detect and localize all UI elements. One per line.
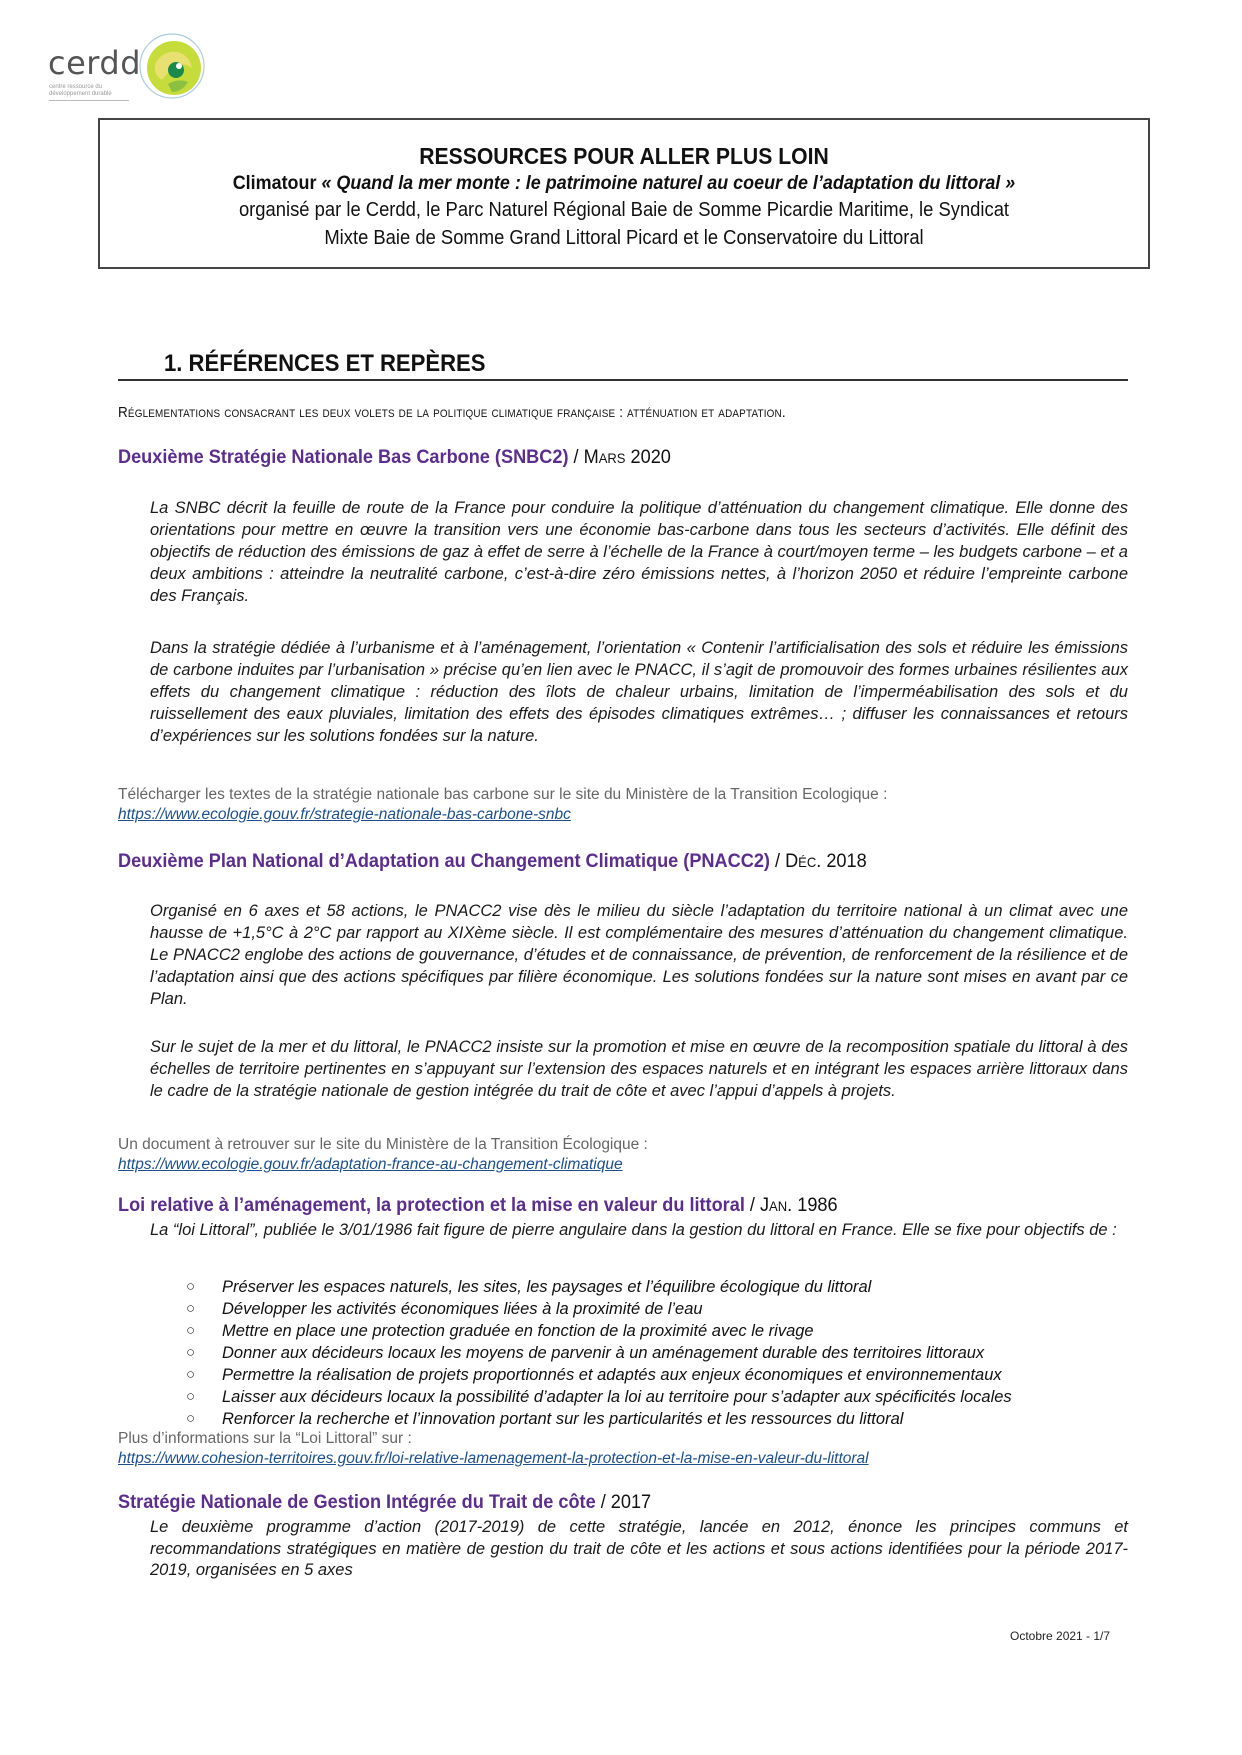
- snbc-date-month: Mars: [583, 446, 626, 468]
- logo-wordmark: cerdd: [48, 44, 141, 82]
- loi-littoral-link-note: [118, 1429, 1128, 1469]
- loi-littoral-paragraph: La “loi Littoral”, publiée le 3/01/1986 fait figure de pierre angulaire dans la gestion du littoral en France. Elle se fixe pour objectifs de :: [150, 1221, 1117, 1239]
- bullet-icon: ○: [186, 1366, 196, 1383]
- title-box: [98, 118, 1150, 269]
- pnacc-date-year: 2018: [821, 850, 867, 872]
- list-item: ○ Permettre la réalisation de projets proportionnés et adaptés aux enjeux économiques et environnementaux: [186, 1366, 1002, 1384]
- pnacc-link-text: Un document à retrouver sur le site du Ministère de la Transition Écologique :: [118, 1136, 648, 1153]
- logo-underline: [49, 100, 129, 101]
- loi-littoral-objectives: [150, 1276, 1130, 1430]
- loi-littoral-title: Loi relative à l’aménagement, la protection et la mise en valeur du littoral: [118, 1194, 745, 1216]
- pnacc-paragraph-1: Organisé en 6 axes et 58 actions, le PNACC2 vise dès le milieu du siècle l’adaptation du territoire national à un climat avec une hausse de +1,5°C à 2°C par rapport au XIXème siècle. Il est complémentaire des mesures d’atténuation du changement climatique. Le PNACC2 englobe des actions de gouvernance, d’études et de connaissance, de prévention, de renforcement de la résilience et de l’adaptation ainsi que des actions spécifiques par filière économique. Les solutions fondées sur la nature sont mises en avant par ce Plan.: [150, 902, 1128, 1008]
- section-intro: Réglementations consacrant les deux volets de la politique climatique française : atténuation et adaptation.: [118, 404, 786, 421]
- logo-subtitle: centre ressource du développement durable: [49, 84, 112, 97]
- loi-littoral-link-text: Plus d’informations sur la “Loi Littoral” sur :: [118, 1430, 412, 1447]
- pnacc-heading: Deuxième Plan National d’Adaptation au Changement Climatique (PNACC2) / Déc. 2018: [118, 850, 867, 872]
- sngitc-title: Stratégie Nationale de Gestion Intégrée du Trait de côte: [118, 1491, 596, 1513]
- list-item: ○ Préserver les espaces naturels, les sites, les paysages et l’équilibre écologique du littoral: [186, 1278, 872, 1296]
- sngitc-heading: Stratégie Nationale de Gestion Intégrée du Trait de côte / 2017: [118, 1491, 652, 1513]
- snbc-link-text: Télécharger les textes de la stratégie nationale bas carbone sur le site du Ministère de la Transition Ecologique :: [118, 786, 888, 803]
- page-footer: Octobre 2021 - 1/7: [1010, 1629, 1111, 1643]
- loi-littoral-heading: Loi relative à l’aménagement, la protection et la mise en valeur du littoral / Jan. 1986: [118, 1194, 838, 1216]
- list-item: ○ Donner aux décideurs locaux les moyens de parvenir à un aménagement durable des territoires littoraux: [186, 1344, 985, 1362]
- snbc-heading: Deuxième Stratégie Nationale Bas Carbone (SNBC2) / Mars 2020: [118, 446, 671, 468]
- section-heading: 1. RÉFÉRENCES ET REPÈRES: [164, 350, 486, 377]
- list-item: ○ Renforcer la recherche et l’innovation portant sur les particularités et les ressources du littoral: [186, 1410, 904, 1428]
- globe-icon: [138, 32, 206, 100]
- bullet-icon: ○: [186, 1344, 196, 1361]
- organizers-line-1: organisé par le Cerdd, le Parc Naturel Régional Baie de Somme Picardie Maritime, le Syndicat: [238, 199, 1010, 221]
- pnacc-paragraph-2: Sur le sujet de la mer et du littoral, le PNACC2 insiste sur la promotion et mise en œuvre de la recomposition spatiale du littoral à des échelles de territoire pertinentes en s’appuyant sur l’extension des espaces naturels et en intégrant les espaces arrière littoraux dans le cadre de la stratégie nationale de gestion intégrée du trait de côte et avec l’appui d’appels à projets.: [150, 1038, 1128, 1100]
- snbc-paragraph-2: Dans la stratégie dédiée à l’urbanisme et à l’aménagement, l’orientation « Contenir l’artificialisation des sols et réduire les émissions de carbone induites par l’urbanisation » précise qu’en lien avec le PNACC, il s’agit de promouvoir des formes urbaines résilientes aux effets du changement climatique : réduction des îlots de chaleur urbains, limitation de l’imperméabilisation des sols et du ruissellement des eaux pluviales, limitation des effets des épisodes climatiques extrêmes… ; diffuser les connaissances et retours d’expériences sur les solutions fondées sur la nature.: [150, 639, 1128, 745]
- snbc-title: Deuxième Stratégie Nationale Bas Carbone (SNBC2): [118, 446, 569, 468]
- snbc-link[interactable]: https://www.ecologie.gouv.fr/strategie-nationale-bas-carbone-snbc: [118, 806, 571, 823]
- snbc-paragraph-1: La SNBC décrit la feuille de route de la France pour conduire la politique d’atténuation du changement climatique. Elle donne des orientations pour mettre en œuvre la transition vers une économie bas-carbone dans tous les secteurs d’activités. Elle définit des objectifs de réduction des émissions de gaz à effet de serre à l’échelle de la France à court/moyen terme – les budgets carbone – et a deux ambitions : atteindre la neutralité carbone, c’est-à-dire zéro émissions nettes, à l’horizon 2050 et réduire l’empreinte carbone des Français.: [150, 499, 1128, 605]
- list-item: ○ Laisser aux décideurs locaux la possibilité d’adapter la loi au territoire pour s’adapter aux spécificités locales: [186, 1388, 1012, 1406]
- cerdd-logo: [46, 28, 206, 106]
- pnacc-link-note: [118, 1135, 1128, 1175]
- event-title: [142, 172, 1106, 195]
- snbc-date-year: 2020: [625, 446, 671, 468]
- pnacc-title: Deuxième Plan National d’Adaptation au Changement Climatique (PNACC2): [118, 850, 770, 872]
- list-item: ○ Développer les activités économiques liées à la proximité de l’eau: [186, 1300, 703, 1318]
- snbc-link-note: [118, 785, 1128, 825]
- list-item: ○ Mettre en place une protection graduée en fonction de la proximité avec le rivage: [186, 1322, 814, 1340]
- loi-littoral-date-year: 1986: [792, 1194, 838, 1216]
- bullet-icon: ○: [186, 1300, 196, 1317]
- loi-littoral-date-month: Jan.: [759, 1194, 793, 1216]
- sngitc-paragraph: Le deuxième programme d’action (2017-2019) de cette stratégie, lancée en 2012, énonce les principes communs et recommandations stratégiques en matière de gestion du trait de côte et les actions et sous actions identifiées pour la période 2017-2019, organisées en 5 axes: [150, 1518, 1128, 1579]
- event-name: « Quand la mer monte : le patrimoine naturel au coeur de l’adaptation du littoral »: [321, 172, 1016, 194]
- document-title: RESSOURCES POUR ALLER PLUS LOIN: [419, 143, 829, 169]
- pnacc-date-month: Déc.: [785, 850, 822, 872]
- section-divider: [118, 379, 1128, 381]
- organizers-line-2: Mixte Baie de Somme Grand Littoral Picard et le Conservatoire du Littoral: [324, 227, 924, 249]
- bullet-icon: ○: [186, 1322, 196, 1339]
- pnacc-link[interactable]: https://www.ecologie.gouv.fr/adaptation-france-au-changement-climatique: [118, 1156, 623, 1173]
- sngitc-date-year: 2017: [610, 1491, 652, 1513]
- bullet-icon: ○: [186, 1388, 196, 1405]
- event-prefix: Climatour: [232, 172, 322, 194]
- bullet-icon: ○: [186, 1278, 196, 1295]
- loi-littoral-link[interactable]: https://www.cohesion-territoires.gouv.fr/loi-relative-lamenagement-la-protection-et-la-mise-en-valeur-du-littoral: [118, 1450, 869, 1467]
- bullet-icon: ○: [186, 1410, 196, 1427]
